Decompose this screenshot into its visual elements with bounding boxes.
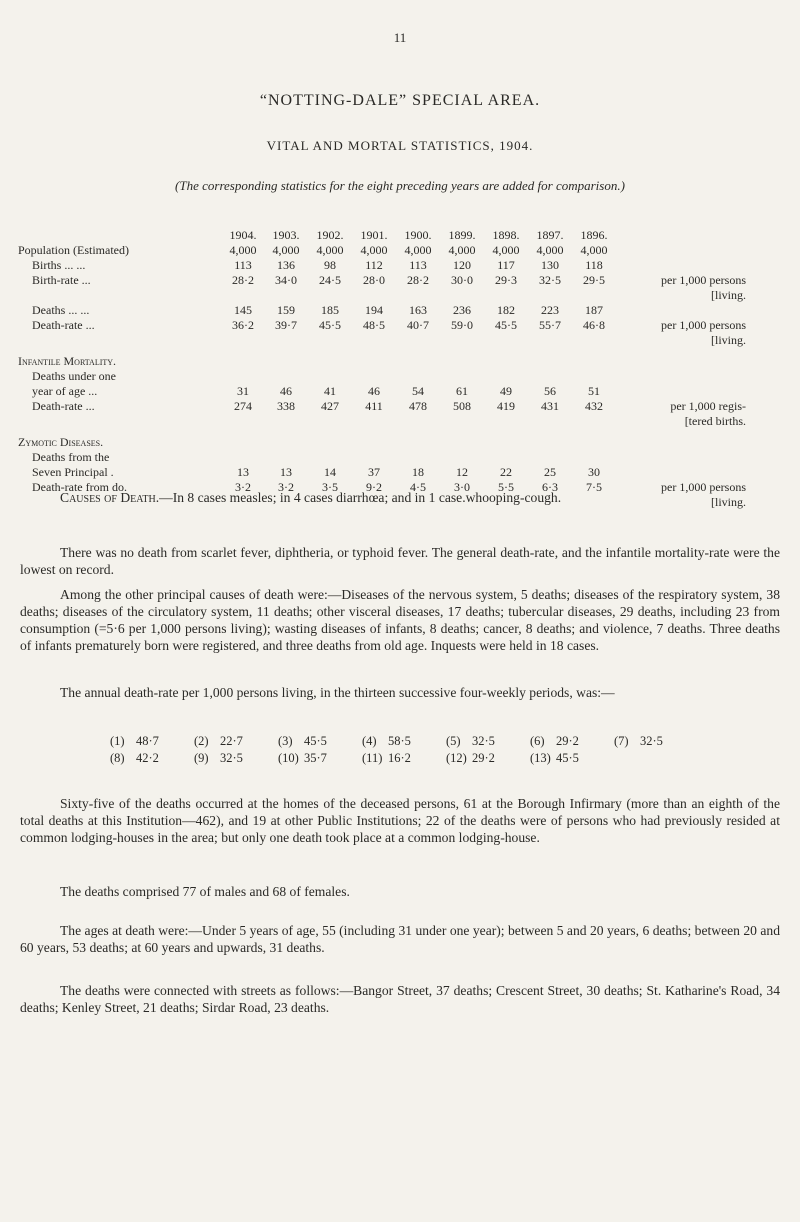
year-header-row — [18, 228, 746, 243]
zymotic-diseases-heading: Zymotic Diseases. — [18, 435, 104, 449]
infantile-mortality-heading: Infantile Mortality. — [18, 354, 117, 368]
year-header-cell: 1902. — [316, 228, 344, 242]
period-rate: 45·5 — [304, 733, 327, 748]
period-number: (10) — [278, 750, 299, 765]
stat-unit: per 1,000 persons — [661, 273, 746, 287]
stat-unit-continuation-row — [18, 333, 746, 348]
statistics-table — [18, 228, 746, 510]
stat-value: 4,000 — [404, 243, 432, 257]
stat-value: 4,000 — [272, 243, 300, 257]
stat-value: 136 — [277, 258, 295, 272]
period-number: (6) — [530, 733, 545, 748]
stat-label-birth_rate: Birth-rate ... — [32, 273, 91, 287]
paragraph-no-deaths — [20, 544, 780, 578]
period-number: (3) — [278, 733, 293, 748]
stat-value: 14 — [324, 465, 336, 479]
four-weekly-periods-table — [110, 733, 698, 767]
stat-value: 3·2 — [235, 480, 251, 494]
zymotic-deaths-label-line1: Deaths from the — [32, 450, 110, 464]
stat-value: 48·5 — [363, 318, 385, 332]
stat-value: 4,000 — [536, 243, 564, 257]
stat-value: 59·0 — [451, 318, 473, 332]
year-header-label — [18, 228, 222, 243]
stat-value: 39·7 — [275, 318, 297, 332]
stat-value: 49 — [500, 384, 512, 398]
stat-value: 9·2 — [366, 480, 382, 494]
stat-unit-continuation: [living. — [711, 495, 746, 509]
period-rate: 29·2 — [472, 750, 495, 765]
stat-value: 25 — [544, 465, 556, 479]
stat-label-population: Population (Estimated) — [18, 243, 129, 257]
paragraph-ages-text: The ages at death were:—Under 5 years of age, 55 (including 31 under one year); between 5 and 20 years, 6 deaths; between 20 and 60 years, 53 deaths; at 60 years and upwards, 31 deaths. — [20, 923, 780, 955]
stat-value: 61 — [456, 384, 468, 398]
stat-value: 28·0 — [363, 273, 385, 287]
stat-row-infant_rate — [18, 399, 746, 414]
period-rate: 16·2 — [388, 750, 411, 765]
paragraph-no-deaths-text: There was no death from scarlet fever, diphtheria, or typhoid fever. The general death-rate, and the infantile mortality-rate were the lowest on record. — [20, 545, 780, 577]
infantile-mortality-heading-row — [18, 348, 746, 369]
stat-value: 22 — [500, 465, 512, 479]
stat-value: 56 — [544, 384, 556, 398]
stat-value: 117 — [497, 258, 515, 272]
period-number: (2) — [194, 733, 209, 748]
stat-value: 24·5 — [319, 273, 341, 287]
stat-unit — [616, 384, 746, 399]
stat-value: 194 — [365, 303, 383, 317]
stat-value: 13 — [237, 465, 249, 479]
stat-value: 46 — [368, 384, 380, 398]
period-rate: 29·2 — [556, 733, 579, 748]
stat-value: 4,000 — [316, 243, 344, 257]
infant-deaths-label-line1: Deaths under one — [32, 369, 116, 383]
period-rate: 48·7 — [136, 733, 159, 748]
stat-value: 28·2 — [407, 273, 429, 287]
stat-unit-continuation: [tered births. — [684, 414, 746, 428]
stat-unit: per 1,000 regis- — [670, 399, 746, 413]
zymotic-diseases-heading-row — [18, 429, 746, 450]
page-title: “NOTTING-DALE” SPECIAL AREA. — [259, 92, 541, 109]
stat-value: 478 — [409, 399, 427, 413]
year-header-cell: 1897. — [536, 228, 564, 242]
stat-unit — [616, 465, 746, 480]
stat-unit — [616, 258, 746, 273]
stat-unit-continuation: [living. — [711, 333, 746, 347]
stat-row-deaths — [18, 303, 746, 318]
stat-value: 46·8 — [583, 318, 605, 332]
stat-label-infant_rate: Death-rate ... — [32, 399, 95, 413]
period-number: (12) — [446, 750, 467, 765]
period-rate: 32·5 — [220, 750, 243, 765]
stat-value: 34·0 — [275, 273, 297, 287]
stat-value: 4,000 — [448, 243, 476, 257]
year-header-cell: 1896. — [580, 228, 608, 242]
paragraph-places-of-death-text: Sixty-five of the deaths occurred at the homes of the deceased persons, 61 at the Borough Infirmary (more than an eighth of the total deaths at this Institution—462), and 19 at other Public Institutions; 22 of the deaths were of persons who had previously resided at common lodging-houses in the area; but only one death took place at a common lodging-house. — [20, 796, 780, 845]
stat-value: 431 — [541, 399, 559, 413]
period-rate: 58·5 — [388, 733, 411, 748]
period-number: (13) — [530, 750, 551, 765]
stat-label-infant_deaths: year of age ... — [32, 384, 98, 398]
stat-value: 45·5 — [319, 318, 341, 332]
page-subtitle: VITAL AND MORTAL STATISTICS, 1904. — [266, 138, 534, 153]
period-rate: 42·2 — [136, 750, 159, 765]
stat-value: 31 — [237, 384, 249, 398]
stat-value: 113 — [409, 258, 427, 272]
stat-value: 45·5 — [495, 318, 517, 332]
stat-value: 419 — [497, 399, 515, 413]
stat-unit-continuation: [living. — [711, 288, 746, 302]
stat-value: 118 — [585, 258, 603, 272]
stat-value: 508 — [453, 399, 471, 413]
causes-text: —In 8 cases measles; in 4 cases diarrhœa; and in 1 case.whooping-cough. — [159, 490, 562, 505]
stat-value: 40·7 — [407, 318, 429, 332]
stat-row-birth_rate — [18, 273, 746, 288]
stat-value: 55·7 — [539, 318, 561, 332]
period-number: (5) — [446, 733, 461, 748]
stat-label-zymotic_deaths: Seven Principal . — [32, 465, 114, 479]
stat-value: 4·5 — [410, 480, 426, 494]
paragraph-streets — [20, 982, 780, 1016]
stat-value: 112 — [365, 258, 383, 272]
stat-value: 6·3 — [542, 480, 558, 494]
paragraph-streets-text: The deaths were connected with streets as follows:—Bangor Street, 37 deaths; Crescent Street, 30 deaths; St. Katharine's Road, 34 deaths; Kenley Street, 21 deaths; Sirdar Road, 23 deaths. — [20, 983, 780, 1015]
stat-value: 187 — [585, 303, 603, 317]
stat-value: 432 — [585, 399, 603, 413]
stat-label-zymotic_rate: Death-rate from do. — [32, 480, 127, 494]
period-number: (8) — [110, 750, 125, 765]
stat-value: 4,000 — [580, 243, 608, 257]
period-rate: 22·7 — [220, 733, 243, 748]
causes-heading: Causes of Death. — [60, 490, 160, 505]
year-header-cell: 1904. — [229, 228, 257, 242]
stat-value: 411 — [365, 399, 383, 413]
stat-value: 223 — [541, 303, 559, 317]
comparison-note: (The corresponding statistics for the eight preceding years are added for comparison.) — [175, 178, 625, 193]
stat-value: 4,000 — [360, 243, 388, 257]
stat-value: 182 — [497, 303, 515, 317]
year-header-cell: 1901. — [360, 228, 388, 242]
stat-value: 159 — [277, 303, 295, 317]
stat-value: 28·2 — [232, 273, 254, 287]
stat-value: 3·0 — [454, 480, 470, 494]
stat-value: 3·5 — [322, 480, 338, 494]
stat-value: 236 — [453, 303, 471, 317]
stat-value: 130 — [541, 258, 559, 272]
period-number: (4) — [362, 733, 377, 748]
stat-value: 29·5 — [583, 273, 605, 287]
period-number: (9) — [194, 750, 209, 765]
period-number: (11) — [362, 750, 383, 765]
stat-unit — [616, 243, 746, 258]
stat-value: 29·3 — [495, 273, 517, 287]
stat-value: 5·5 — [498, 480, 514, 494]
stat-row-infant_deaths — [18, 384, 746, 399]
year-header-spacer — [616, 228, 746, 243]
page-number: 11 — [393, 30, 407, 45]
stat-value: 163 — [409, 303, 427, 317]
stat-value: 338 — [277, 399, 295, 413]
stat-label-death_rate: Death-rate ... — [32, 318, 95, 332]
stat-unit: per 1,000 persons — [661, 318, 746, 332]
stat-value: 98 — [324, 258, 336, 272]
paragraph-other-causes — [20, 586, 780, 654]
stat-label-births: Births ... ... — [32, 258, 86, 272]
stat-value: 3·2 — [278, 480, 294, 494]
stat-value: 274 — [234, 399, 252, 413]
stat-unit-continuation-row — [18, 414, 746, 429]
period-rate: 35·7 — [304, 750, 327, 765]
stat-value: 12 — [456, 465, 468, 479]
stat-value: 41 — [324, 384, 336, 398]
stat-value: 18 — [412, 465, 424, 479]
paragraph-other-causes-text: Among the other principal causes of death were:—Diseases of the nervous system, 5 deaths; diseases of the respiratory system, 38 deaths; diseases of the circulatory system, 11 deaths; other visceral diseases, 17 deaths; tubercular diseases, 29 deaths, including 23 from consumption (=5·6 per 1,000 persons living); wasting diseases of infants, 8 deaths; cancer, 8 deaths; and violence, 7 deaths. Three deaths of infants prematurely born were registered, and three deaths from old age. Inquests were held in 18 cases. — [20, 587, 780, 653]
stat-value: 51 — [588, 384, 600, 398]
stat-row-population — [18, 243, 746, 258]
stat-row-births — [18, 258, 746, 273]
stat-value: 37 — [368, 465, 380, 479]
stat-unit — [616, 303, 746, 318]
stat-value: 120 — [453, 258, 471, 272]
infant-deaths-label-line1-row — [18, 369, 746, 384]
paragraph-sex-text: The deaths comprised 77 of males and 68 of females. — [60, 884, 350, 899]
paragraph-four-weekly — [20, 684, 780, 701]
period-number: (1) — [110, 733, 125, 748]
stat-value: 185 — [321, 303, 339, 317]
paragraph-four-weekly-text: The annual death-rate per 1,000 persons living, in the thirteen successive four-weekly periods, was:— — [60, 685, 615, 700]
stat-label-deaths: Deaths ... ... — [32, 303, 90, 317]
year-header-cell: 1899. — [448, 228, 476, 242]
stat-value: 145 — [234, 303, 252, 317]
stat-value: 30·0 — [451, 273, 473, 287]
period-rate: 32·5 — [640, 733, 663, 748]
paragraph-sex — [20, 883, 780, 900]
stat-unit-continuation-row — [18, 288, 746, 303]
year-header-cell: 1903. — [272, 228, 300, 242]
stat-value: 30 — [588, 465, 600, 479]
zymotic-deaths-label-line1-row — [18, 450, 746, 465]
stat-value: 113 — [234, 258, 252, 272]
causes-paragraph — [20, 489, 780, 506]
period-rate: 32·5 — [472, 733, 495, 748]
paragraph-ages — [20, 922, 780, 956]
stat-value: 427 — [321, 399, 339, 413]
period-number: (7) — [614, 733, 629, 748]
stat-row-death_rate — [18, 318, 746, 333]
stat-value: 54 — [412, 384, 424, 398]
paragraph-places-of-death — [20, 795, 780, 846]
stat-value: 4,000 — [229, 243, 257, 257]
period-row — [110, 750, 698, 767]
stat-value: 13 — [280, 465, 292, 479]
stat-value: 36·2 — [232, 318, 254, 332]
year-header-cell: 1900. — [404, 228, 432, 242]
stat-value: 46 — [280, 384, 292, 398]
period-rate: 45·5 — [556, 750, 579, 765]
stat-value: 4,000 — [492, 243, 520, 257]
stat-row-zymotic_deaths — [18, 465, 746, 480]
stat-value: 7·5 — [586, 480, 602, 494]
period-row — [110, 733, 698, 750]
stat-value: 32·5 — [539, 273, 561, 287]
year-header-cell: 1898. — [492, 228, 520, 242]
stat-unit: per 1,000 persons — [661, 480, 746, 494]
